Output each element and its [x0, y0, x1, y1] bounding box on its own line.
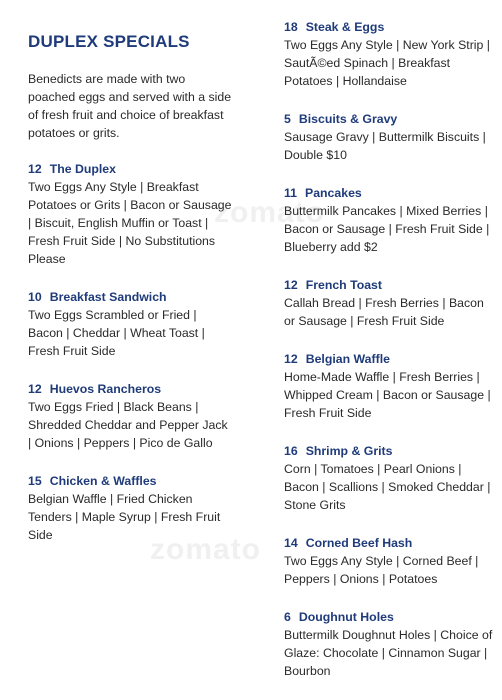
- item-price: 15: [28, 474, 42, 488]
- menu-item-belgian-waffle: [284, 350, 494, 422]
- item-price: 6: [284, 610, 291, 624]
- item-name: Chicken & Waffles: [49, 474, 157, 488]
- item-description: Buttermilk Pancakes | Mixed Berries | Bacon or Sausage | Fresh Fruit Side | Blueberry add $2: [284, 204, 490, 254]
- item-price: 12: [284, 278, 298, 292]
- item-name: Steak & Eggs: [305, 20, 385, 34]
- item-name: Breakfast Sandwich: [49, 290, 167, 304]
- menu-item-chicken-and-waffles: [28, 472, 233, 544]
- item-description: Belgian Waffle | Fried Chicken Tenders | Maple Syrup | Fresh Fruit Side: [28, 492, 221, 542]
- item-description: Sausage Gravy | Buttermilk Biscuits | Double $10: [284, 130, 486, 162]
- watermark-top: zomato: [214, 196, 325, 229]
- menu-item-corned-beef-hash: [284, 534, 494, 588]
- item-price: 12: [28, 382, 42, 396]
- item-price: 5: [284, 112, 291, 126]
- menu-item-french-toast: [284, 276, 494, 330]
- item-name: Belgian Waffle: [305, 352, 390, 366]
- item-description: Two Eggs Scrambled or Fried | Bacon | Cheddar | Wheat Toast | Fresh Fruit Side: [28, 308, 205, 358]
- intro-text: Benedicts are made with two poached eggs and served with a side of fresh fruit and choice of breakfast potatoes or grits.: [28, 72, 232, 140]
- item-description: Home-Made Waffle | Fresh Berries | Whipped Cream | Bacon or Sausage | Fresh Fruit Side: [284, 370, 491, 420]
- item-name: French Toast: [305, 278, 382, 292]
- item-description: Two Eggs Any Style | Breakfast Potatoes or Grits | Bacon or Sausage | Biscuit, English Muffin or Toast | Fresh Fruit Side | No Substitutions Please: [28, 180, 232, 266]
- item-price: 14: [284, 536, 298, 550]
- item-description: Two Eggs Any Style | New York Strip | SautÃ©ed Spinach | Breakfast Potatoes | Hollandaise: [284, 38, 490, 88]
- menu-item-breakfast-sandwich: [28, 288, 233, 360]
- menu-item-steak-and-eggs: [284, 18, 494, 90]
- item-name: Biscuits & Gravy: [298, 112, 398, 126]
- item-price: 10: [28, 290, 42, 304]
- item-price: 12: [284, 352, 298, 366]
- item-name: Shrimp & Grits: [305, 444, 393, 458]
- item-price: 12: [28, 162, 42, 176]
- watermark-bottom: zomato: [150, 533, 261, 566]
- menu-item-biscuits-and-gravy: [284, 110, 494, 164]
- menu-item-huevos-rancheros: [28, 380, 233, 452]
- item-price: 11: [284, 186, 297, 200]
- item-name: Corned Beef Hash: [305, 536, 413, 550]
- item-name: Doughnut Holes: [298, 610, 394, 624]
- right-column: [284, 18, 494, 680]
- left-column: [28, 0, 233, 544]
- menu-item-pancakes: [284, 184, 494, 256]
- page-title: DUPLEX SPECIALS: [28, 32, 190, 51]
- menu-item-the-duplex: [28, 160, 233, 268]
- item-description: Callah Bread | Fresh Berries | Bacon or Sausage | Fresh Fruit Side: [284, 296, 484, 328]
- item-price: 16: [284, 444, 298, 458]
- item-name: Huevos Rancheros: [49, 382, 162, 396]
- item-description: Corn | Tomatoes | Pearl Onions | Bacon | Scallions | Smoked Cheddar | Stone Grits: [284, 462, 491, 512]
- item-name: The Duplex: [49, 162, 116, 176]
- item-description: Buttermilk Doughnut Holes | Choice of Glaze: Chocolate | Cinnamon Sugar | Bourbon: [284, 628, 493, 678]
- item-price: 18: [284, 20, 298, 34]
- menu-item-shrimp-and-grits: [284, 442, 494, 514]
- item-description: Two Eggs Fried | Black Beans | Shredded Cheddar and Pepper Jack | Onions | Peppers | Pico de Gallo: [28, 400, 228, 450]
- item-name: Pancakes: [305, 186, 362, 200]
- menu-item-doughnut-holes: [284, 608, 494, 680]
- item-description: Two Eggs Any Style | Corned Beef | Peppers | Onions | Potatoes: [284, 554, 479, 586]
